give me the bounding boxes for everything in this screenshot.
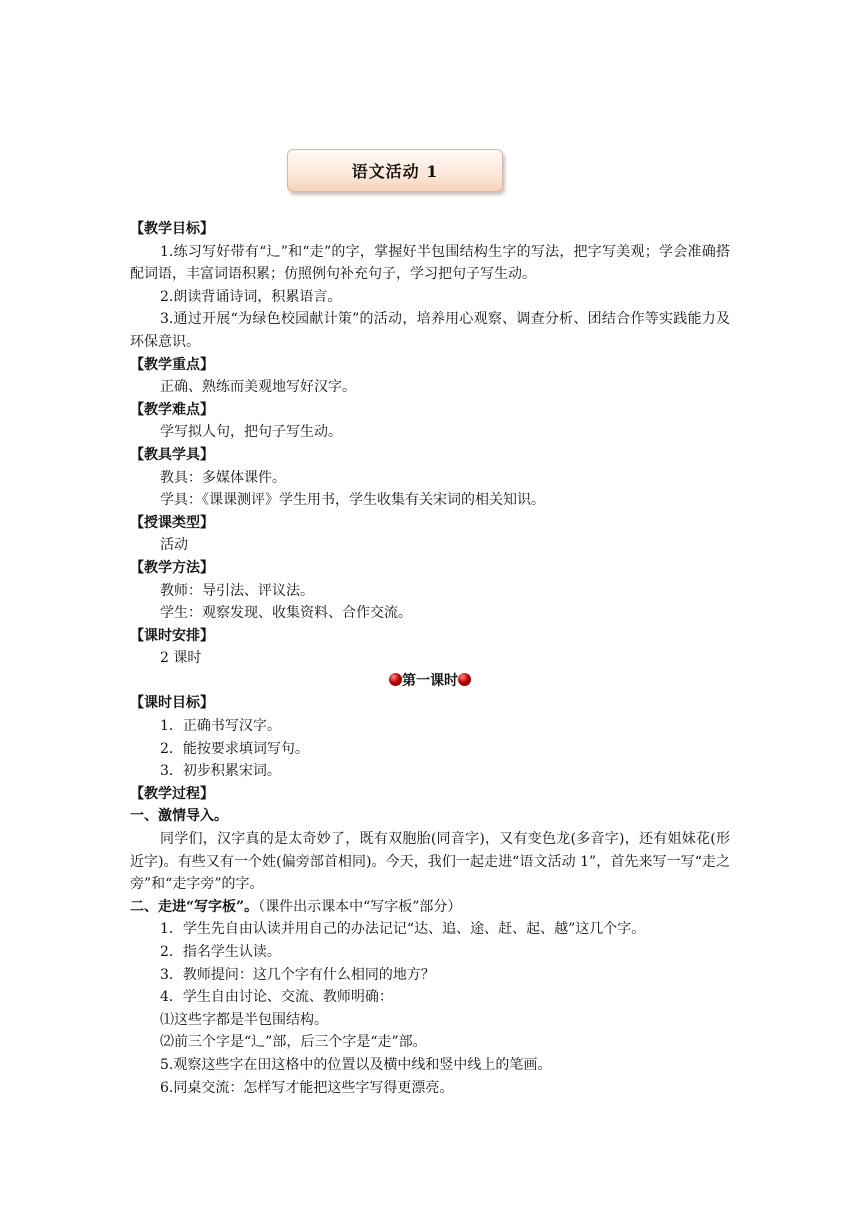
red-ball-icon [458,673,471,686]
step-item: 3．教师提问：这几个字有什么相同的地方？ [160,966,435,983]
section-heading-key-points: 【教学重点】 [130,356,214,373]
section-heading-tools: 【教具学具】 [130,446,214,463]
lesson-type-text: 活动 [160,537,188,554]
step-heading: 二、走进“写字板”。 [130,898,259,915]
goal-item: 2.朗读背诵诗词，积累语言。 [160,288,342,305]
section-heading-hours: 【课时安排】 [130,627,214,644]
step-note: （课件出示课本中“写字板”部分） [258,898,462,915]
document-body [130,218,730,1099]
step-heading: 一、激情导入。 [130,808,228,825]
lesson-goal-item: 1．正确书写汉字。 [160,718,281,735]
lesson-label: 第一课时 [402,672,458,689]
title-box [287,149,503,192]
lesson-divider [130,670,730,693]
difficulties-text: 学写拟人句，把句子写生动。 [160,424,342,441]
methods-teacher: 教师：导引法、评议法。 [160,582,314,599]
red-ball-icon [389,673,402,686]
methods-student: 学生：观察发现、收集资料、合作交流。 [160,605,412,622]
section-heading-lesson-type: 【授课类型】 [130,514,214,531]
lesson-goal-item: 3．初步积累宋词。 [160,763,281,780]
step-paragraph: 同学们，汉字真的是太奇妙了，既有双胞胎(同音字)，又有变色龙(多音字)，还有姐妹花(形近字)。有些又有一个姓(偏旁部首相同)。今天，我们一起走进“语文活动 1”，首先来写一写“走之旁”和“走字旁”的字。 [130,831,730,893]
step-item: 4．学生自由讨论、交流、教师明确： [160,989,393,1006]
step-item: 2．指名学生认读。 [160,944,281,960]
hours-text: 2 课时 [160,650,202,667]
key-points-text: 正确、熟练而美观地写好汉字。 [160,379,356,396]
section-heading-difficulties: 【教学难点】 [130,401,214,418]
step-heading-row [130,896,730,919]
step-subitem: ⑵前三个字是“辶”部，后三个字是“走”部。 [160,1034,427,1051]
tools-teacher: 教具：多媒体课件。 [160,469,286,486]
step-item: 6.同桌交流：怎样写才能把这些字写得更漂亮。 [160,1079,454,1096]
section-heading-methods: 【教学方法】 [130,559,214,576]
goal-item: 1.练习写好带有“辶”和“走”的字，掌握好半包围结构生字的写法，把字写美观；学会准确搭配词语，丰富词语积累；仿照例句补充句子，学习把句子写生动。 [130,243,730,283]
step-item: 1．学生先自由认读并用自己的办法记记“达、追、途、赶、起、越”这几个字。 [160,921,646,938]
section-heading-lesson-goals: 【课时目标】 [130,695,214,712]
step-item: 5.观察这些字在田这格中的位置以及横中线和竖中线上的笔画。 [160,1056,552,1073]
section-heading-process: 【教学过程】 [130,785,214,802]
page-title: 语文活动 1 [351,162,439,181]
step-subitem: ⑴这些字都是半包围结构。 [160,1011,328,1028]
tools-student: 学具：《课课测评》学生用书，学生收集有关宋词的相关知识。 [160,492,545,509]
section-heading-goals: 【教学目标】 [130,221,214,237]
lesson-goal-item: 2．能按要求填词写句。 [160,740,309,757]
goal-item: 3.通过开展“为绿色校园献计策”的活动，培养用心观察、调查分析、团结合作等实践能力及环保意识。 [130,311,730,350]
